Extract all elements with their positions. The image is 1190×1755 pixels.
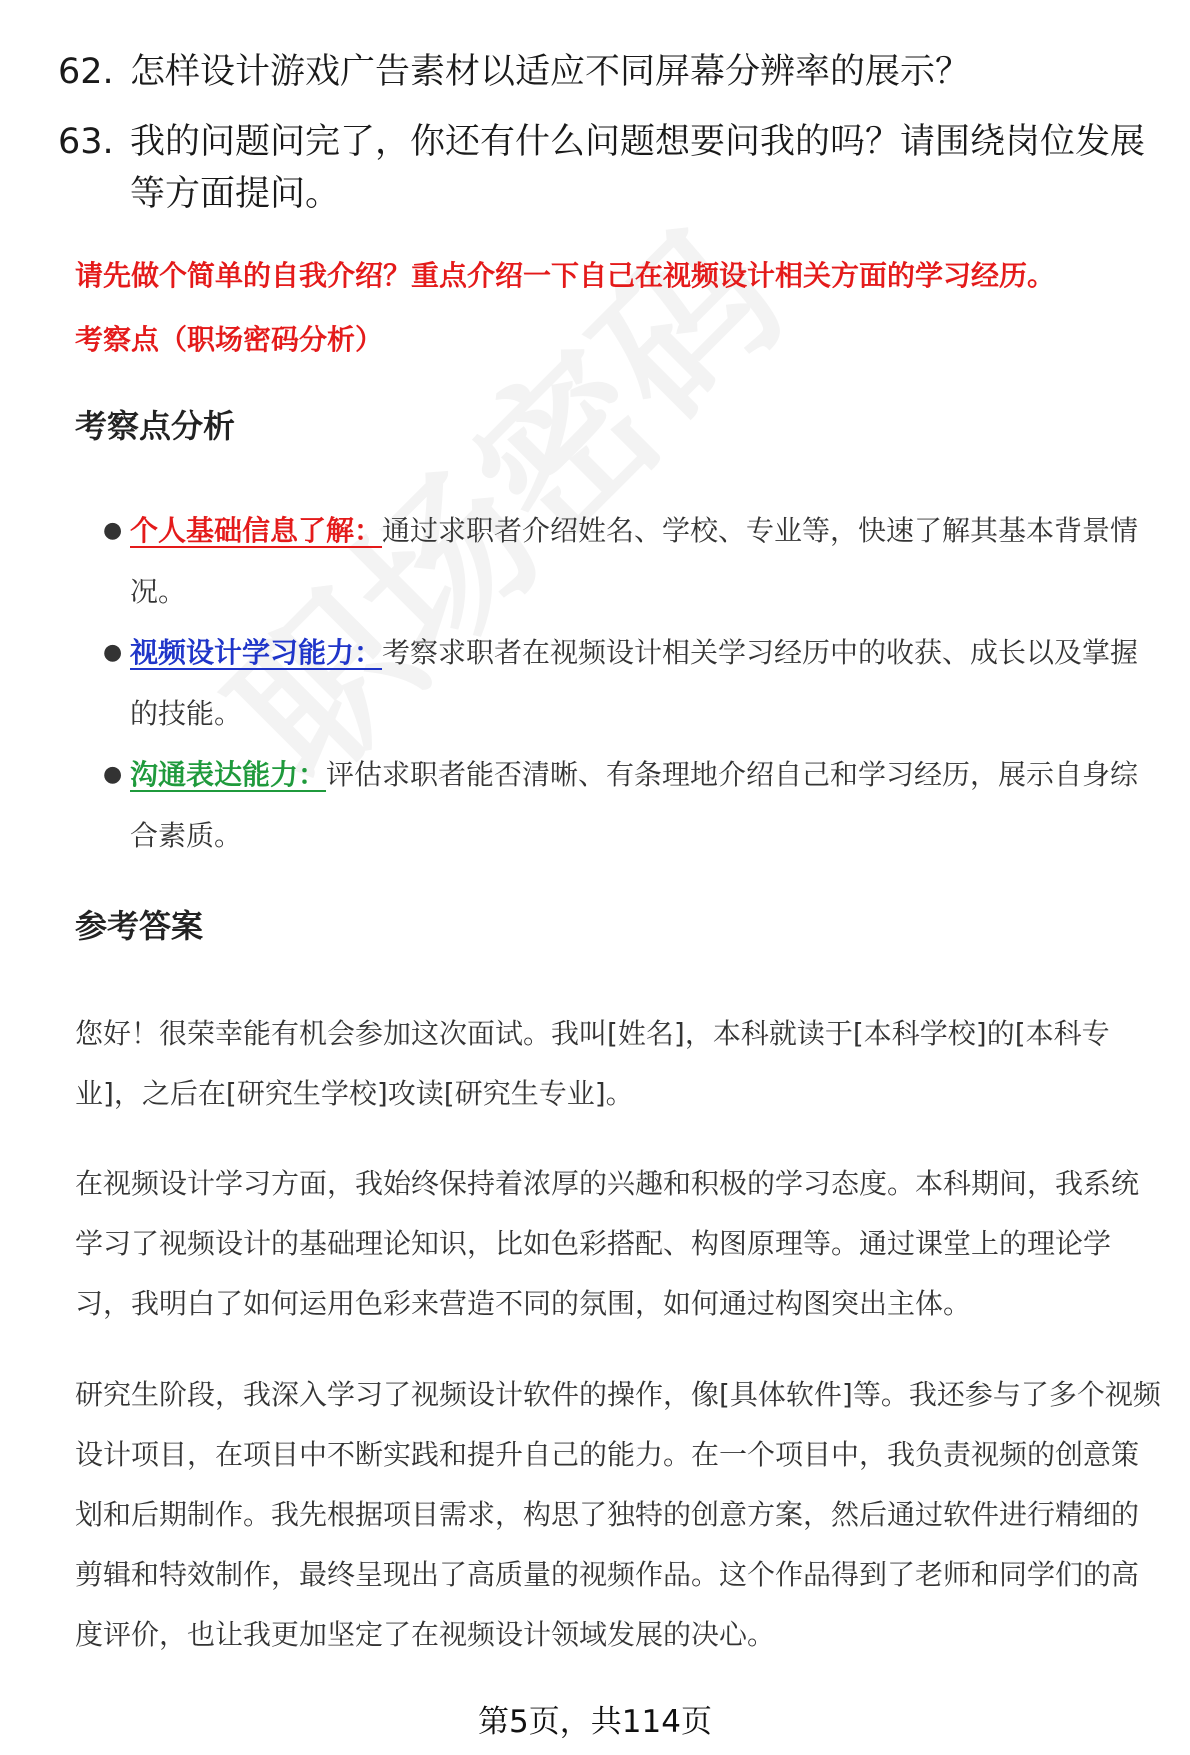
question-number: 62. bbox=[58, 52, 114, 92]
answer-heading: 参考答案 bbox=[75, 907, 204, 945]
answer-paragraph: 您好！很荣幸能有机会参加这次面试。我叫[姓名]，本科就读于[本科学校]的[本科专业]，之后在[研究生学校]攻读[研究生专业]。 bbox=[75, 1017, 1110, 1110]
analysis-heading: 考察点分析 bbox=[75, 407, 236, 445]
answer-paragraph: 在视频设计学习方面，我始终保持着浓厚的兴趣和积极的学习态度。本科期间，我系统学习了视频设计的基础理论知识，比如色彩搭配、构图原理等。通过课堂上的理论学习，我明白了如何运用色彩来营造不同的氛围，如何通过构图突出主体。 bbox=[75, 1167, 1140, 1320]
point-label: 个人基础信息了解： bbox=[130, 514, 383, 547]
point-label: 沟通表达能力： bbox=[130, 758, 327, 791]
analysis-list bbox=[75, 500, 1155, 866]
list-item bbox=[75, 500, 1155, 622]
page-footer: 第5页，共114页 bbox=[478, 1704, 712, 1740]
answer-paragraph: 研究生阶段，我深入学习了视频设计软件的操作，像[具体软件]等。我还参与了多个视频设计项目，在项目中不断实践和提升自己的能力。在一个项目中，我负责视频的创意策划和后期制作。我先根据项目需求，构思了独特的创意方案，然后通过软件进行精细的剪辑和特效制作，最终呈现出了高质量的视频作品。这个作品得到了老师和同学们的高度评价，也让我更加坚定了在视频设计领域发展的决心。 bbox=[75, 1378, 1161, 1651]
exam-point-label: 考察点（职场密码分析） bbox=[75, 323, 384, 356]
point-text: 通过求职者介绍姓名、学校、专业等，快速了解其基本背景情况。 bbox=[130, 514, 1139, 608]
bullet-icon: ● bbox=[103, 518, 123, 543]
point-label: 视频设计学习能力： bbox=[130, 636, 383, 669]
question-title: 请先做个简单的自我介绍？重点介绍一下自己在视频设计相关方面的学习经历。 bbox=[75, 259, 1056, 292]
question-text: 我的问题问完了，你还有什么问题想要问我的吗？请围绕岗位发展等方面提问。 bbox=[130, 122, 1146, 214]
question-text: 怎样设计游戏广告素材以适应不同屏幕分辨率的展示？ bbox=[130, 52, 971, 92]
question-62 bbox=[58, 46, 1148, 98]
bullet-icon: ● bbox=[103, 762, 123, 787]
list-item bbox=[75, 622, 1155, 744]
point-text: 评估求职者能否清晰、有条理地介绍自己和学习经历，展示自身综合素质。 bbox=[130, 758, 1139, 852]
question-63 bbox=[58, 116, 1148, 220]
bullet-icon: ● bbox=[103, 640, 123, 665]
list-item bbox=[75, 744, 1155, 866]
point-text: 考察求职者在视频设计相关学习经历中的收获、成长以及掌握的技能。 bbox=[130, 636, 1139, 730]
question-number: 63. bbox=[58, 122, 114, 162]
